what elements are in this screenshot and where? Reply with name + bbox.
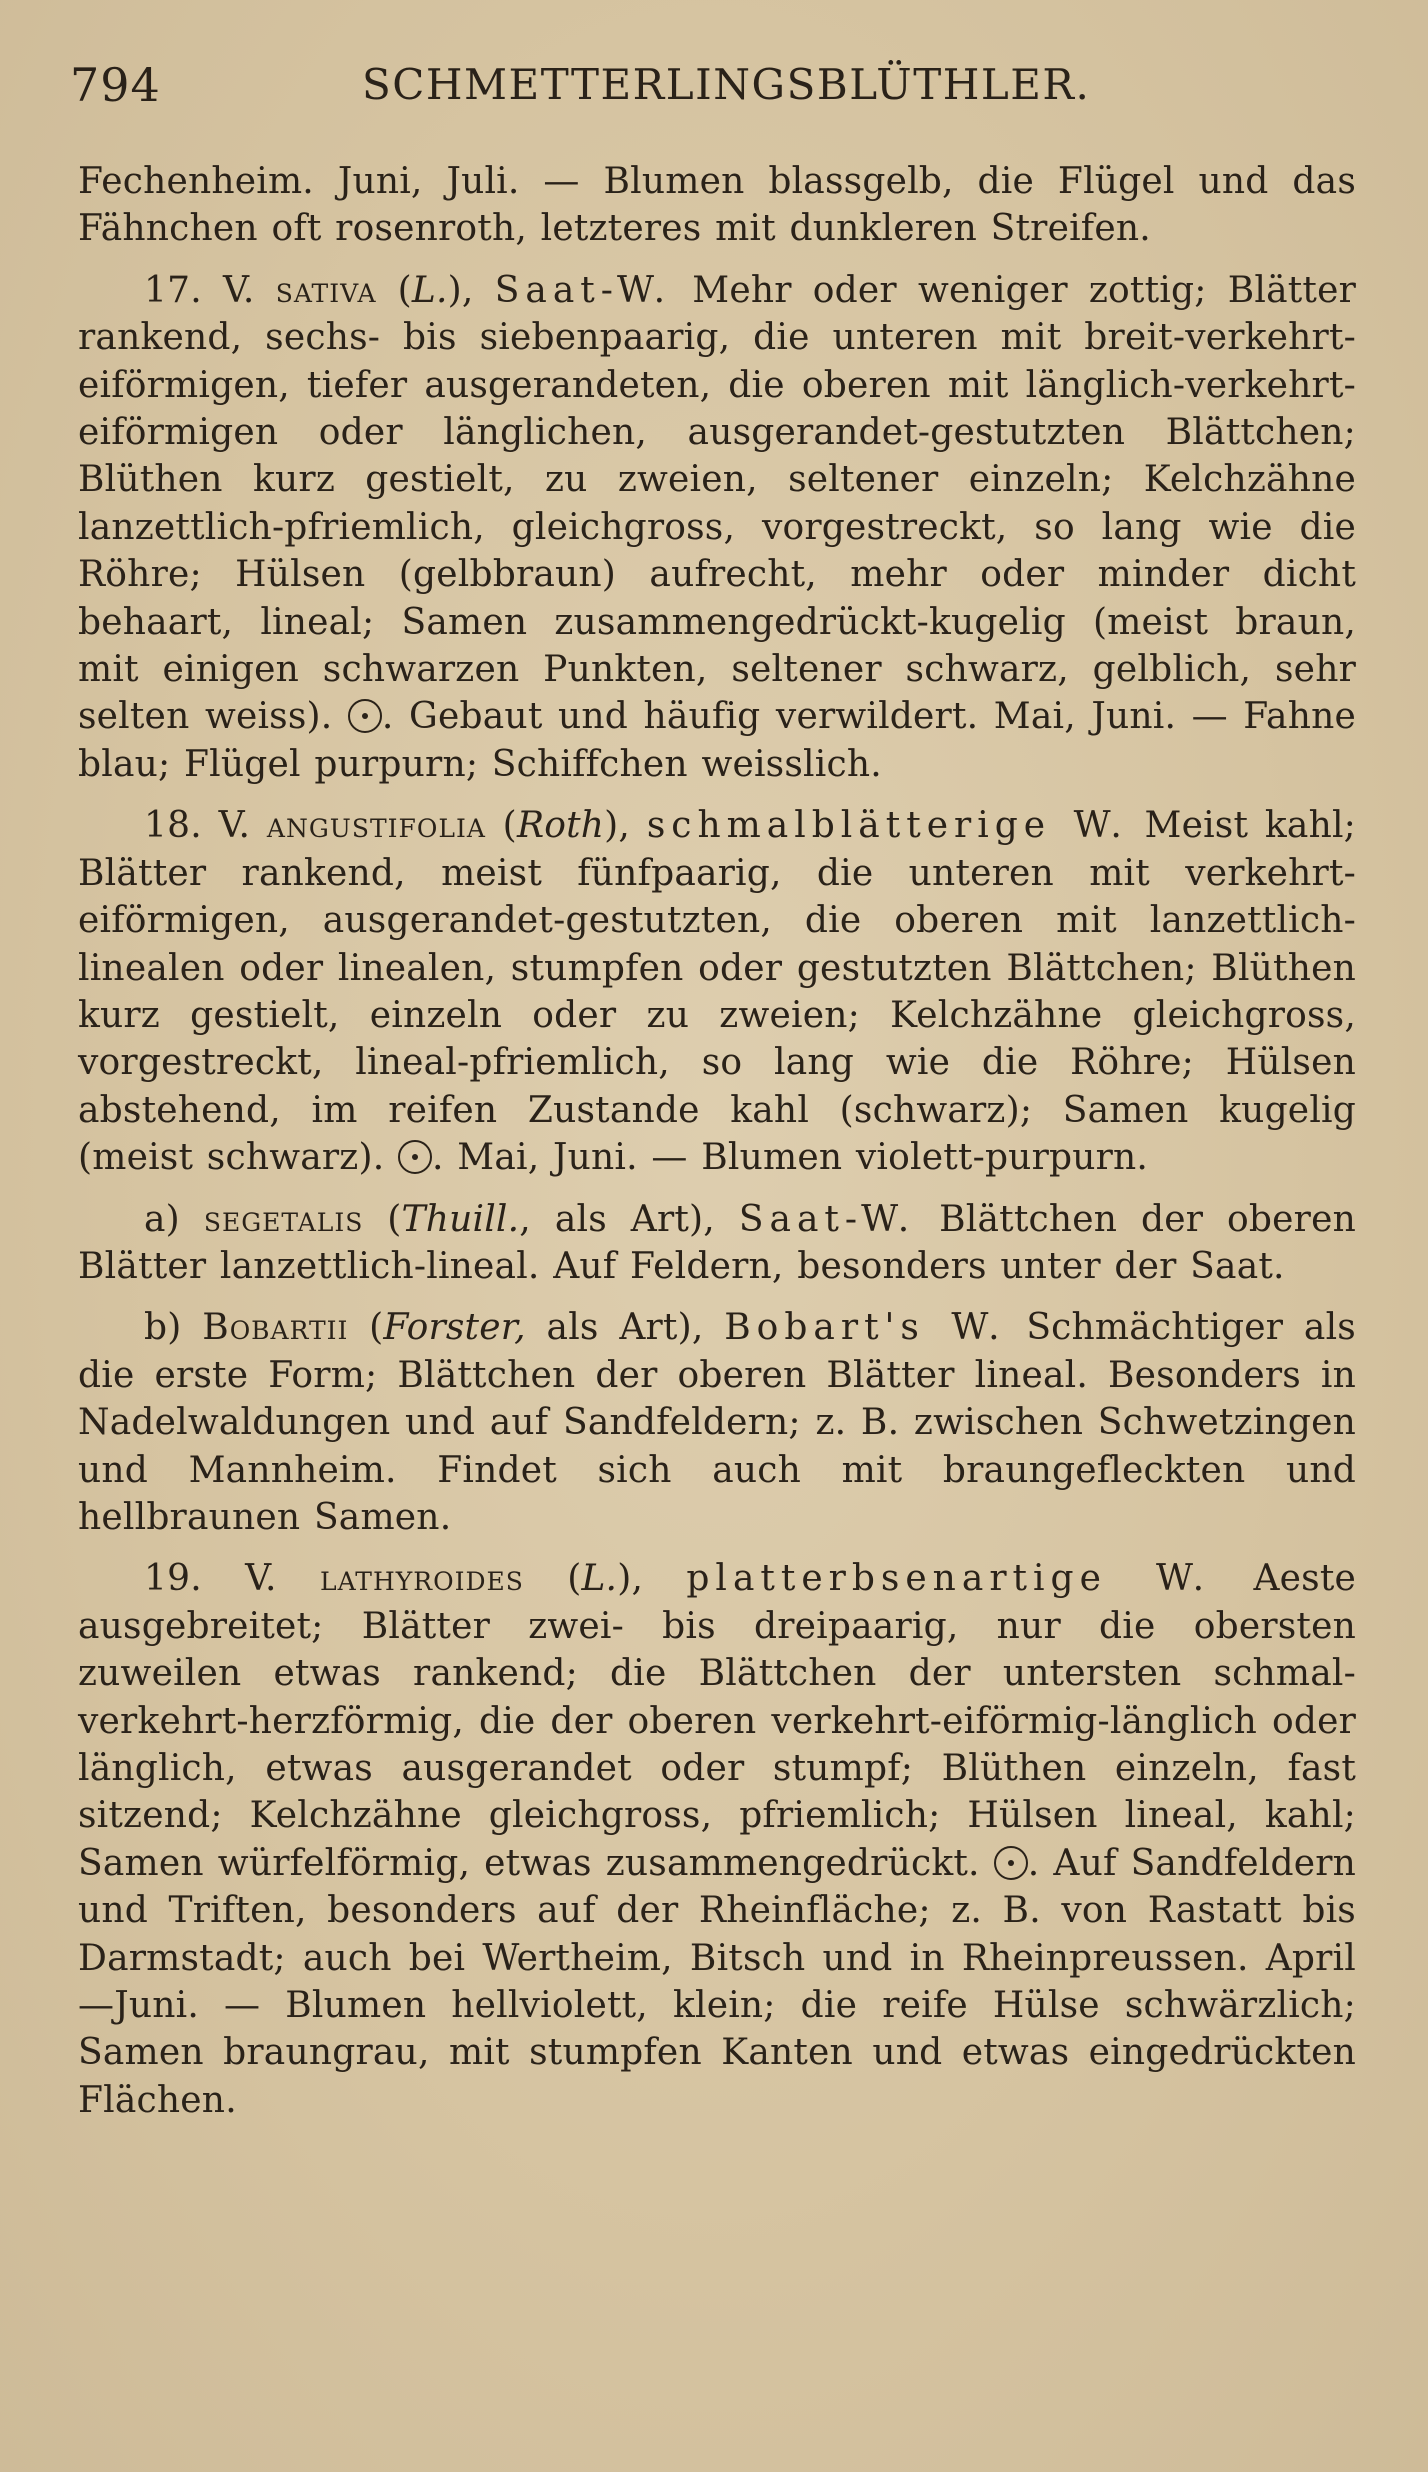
description-text: Blättchen der oberen Blätter lanzettlich-lineal. Auf Feldern, besonders unter der Saat. [78, 1198, 1356, 1287]
description-text: Mehr oder weniger zottig; Blätter rankend, sechs- bis siebenpaarig, die unteren mit breit-verkehrt-eiförmigen, tiefer ausgerandeten, die oberen mit länglich-verkehrt-eiförmigen oder länglichen, ausgerandet-gestutzten Blättchen; Blüthen kurz gestielt, zu zweien, seltener einzeln; Kelchzähne lanzettlich-pfriemlich, gleichgross, vorgestreckt, so lang wie die Röhre; Hülsen (gelbbraun) aufrecht, mehr oder minder dicht behaart, lineal; Samen zusammengedrückt-kugelig (meist braun, mit einigen schwarzen Punkten, seltener schwarz, gelblich, sehr selten weiss). [78, 269, 1356, 738]
author-paren-open: ( [523, 1558, 582, 1600]
author-paren-open: ( [485, 805, 517, 847]
species-entry-angustifolia [78, 802, 1356, 1181]
entry-number: a) [144, 1198, 180, 1240]
page-number: 794 [70, 58, 161, 112]
species-name: sativa [275, 269, 377, 311]
author-paren-close: ), [604, 805, 647, 847]
variety-entry-bobartii [78, 1304, 1356, 1541]
annual-plant-symbol-icon [348, 699, 382, 733]
description-text-after: . Auf Sandfeldern und Triften, besonders auf der Rheinfläche; z. B. von Rastatt bis Darmstadt; auch bei Wertheim, Bitsch und in Rheinpreussen. April—Juni. — Blumen hellviolett, klein; die reife Hülse schwärzlich; Samen braungrau, mit stumpfen Kanten und etwas eingedrückten Flächen. [78, 1842, 1357, 2121]
variety-entry-segetalis [78, 1196, 1356, 1291]
author-paren-open: ( [363, 1198, 402, 1240]
variety-name: segetalis [203, 1198, 364, 1240]
annual-plant-symbol-icon [994, 1846, 1028, 1880]
species-entry-sativa [78, 267, 1356, 788]
entry-number: 18. V. [144, 805, 251, 847]
author-name: Thuill. [401, 1198, 520, 1240]
description-text: Aeste ausgebreitet; Blätter zwei- bis dreipaarig, nur die obersten zuweilen etwas rankend; die Blättchen der untersten schmal-verkehrt-herzförmig, die der oberen verkehrt-eiförmig-länglich oder länglich, etwas ausgerandet oder stumpf; Blüthen einzeln, fast sitzend; Kelchzähne gleichgross, pfriemlich; Hülsen lineal, kahl; Samen würfelförmig, etwas zusammengedrückt. [78, 1558, 1356, 1884]
author-name: Forster, [383, 1307, 526, 1349]
entry-number: b) [144, 1307, 182, 1349]
description-text: Meist kahl; Blätter rankend, meist fünfpaarig, die unteren mit verkehrt-eiförmigen, ausgerandet-gestutzten, die oberen mit lanzettlich-linealen oder linealen, stumpfen oder gestutzten Blättchen; Blüthen kurz gestielt, einzeln oder zu zweien; Kelchzähne gleichgross, vorgestreckt, lineal-pfriemlich, so lang wie die Röhre; Hülsen abstehend, im reifen Zustande kahl (schwarz); Samen kugelig (meist schwarz). [78, 805, 1356, 1179]
author-paren-open: ( [348, 1307, 384, 1349]
paragraph-text: Fechenheim. Juni, Juli. — Blumen blassgelb, die Flügel und das Fähnchen oft rosenroth, letzteres mit dunkleren Streifen. [78, 161, 1356, 250]
common-name: schmalblätterige W. [646, 805, 1128, 847]
entry-number: 17. V. [144, 269, 255, 311]
description-text-after: . Gebaut und häufig verwildert. Mai, Juni. — Fahne blau; Flügel purpurn; Schiffchen weisslich. [78, 696, 1356, 785]
common-name: Saat-W. [494, 269, 672, 311]
body-text [78, 158, 1356, 2124]
variety-name: Bobartii [202, 1307, 349, 1349]
author-paren-close: , als Art), [519, 1198, 739, 1240]
author-paren-close: ), [447, 269, 495, 311]
common-name: Bobart's W. [724, 1307, 1006, 1349]
description-text-after: . Mai, Juni. — Blumen violett-purpurn. [432, 1137, 1149, 1179]
author-name: Roth [516, 805, 605, 847]
author-paren-open: ( [376, 269, 412, 311]
description-text: Schmächtiger als die erste Form; Blättchen der oberen Blätter lineal. Besonders in Nadelwaldungen und auf Sandfeldern; z. B. zwischen Schwetzingen und Mannheim. Findet sich auch mit braungefleckten und hellbraunen Samen. [78, 1307, 1356, 1538]
entry-number: 19. V. [144, 1558, 277, 1600]
species-name: angustifolia [266, 805, 486, 847]
author-paren-close: ), [617, 1558, 687, 1600]
annual-plant-symbol-icon [398, 1140, 432, 1174]
common-name: Saat-W. [738, 1198, 916, 1240]
author-paren-close: als Art), [525, 1307, 725, 1349]
species-name: lathyroides [320, 1558, 524, 1600]
author-name: L. [411, 269, 448, 311]
paragraph-continuation [78, 158, 1356, 253]
author-name: L. [581, 1558, 618, 1600]
species-entry-lathyroides [78, 1555, 1356, 2124]
common-name: platterbsenartige W. [686, 1558, 1211, 1600]
page-header [70, 58, 1360, 118]
running-title: SCHMETTERLINGSBLÜTHLER. [362, 60, 1091, 109]
